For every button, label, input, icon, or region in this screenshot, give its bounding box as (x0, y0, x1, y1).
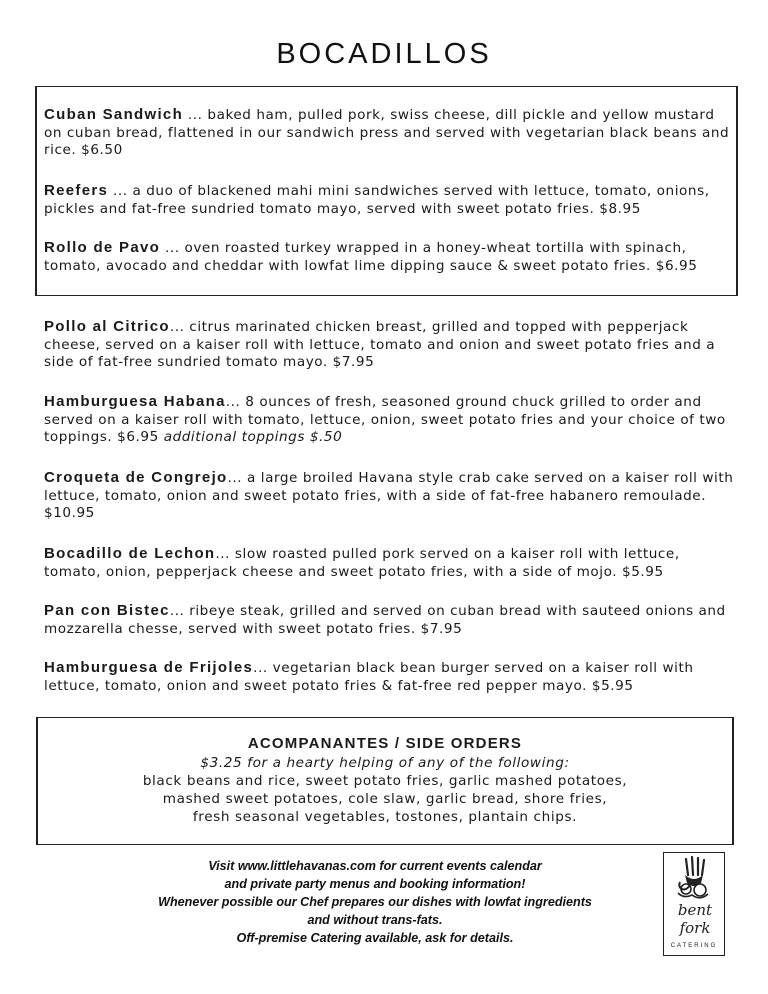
item-name: Rollo de Pavo (44, 239, 161, 256)
side-orders-line: black beans and rice, sweet potato fries, garlic mashed potatoes, (142, 773, 628, 789)
item-name: Croqueta de Congrejo (44, 469, 228, 486)
item-name: Pan con Bistec (44, 602, 170, 619)
item-description: ... a large broiled Havana style crab cake served on a kaiser roll with lettuce, tomato, onion and sweet potato fries, with a side of fat-free habanero remoulade. $10.95 (44, 470, 734, 522)
item-name: Hamburguesa de Frijoles (44, 659, 254, 676)
menu-item-bocadillo-de-lechon (44, 545, 734, 581)
bent-fork-catering-logo (663, 852, 725, 956)
item-name: Pollo al Citrico (44, 318, 170, 335)
item-name: Hamburguesa Habana (44, 393, 226, 410)
item-description: ... ribeye steak, grilled and served on cuban bread with sauteed onions and mozzarella chesse, served with sweet potato fries. $7.95 (44, 603, 726, 637)
side-orders-price: $3.25 for a hearty helping of any of the following: (200, 755, 570, 771)
item-description: ... vegetarian black bean burger served on a kaiser roll with lettuce, tomato, onion and sweet potato fries & fat-free red pepper mayo. $5.95 (44, 660, 694, 694)
item-description: ... a duo of blackened mahi mini sandwiches served with lettuce, tomato, onions, pickles and fat-free sundried tomato mayo, served with sweet potato fries. $8.95 (44, 183, 710, 217)
side-orders-line: mashed sweet potatoes, cole slaw, garlic bread, shore fries, (162, 791, 608, 807)
logo-wordmark-line2: fork (679, 919, 711, 937)
menu-item-pan-con-bistec (44, 602, 734, 638)
menu-item-reefers (44, 182, 734, 218)
side-orders-title: ACOMPANANTES / SIDE ORDERS (247, 735, 523, 752)
footer-line: Off-premise Catering available, ask for details. (236, 931, 514, 945)
item-description: ... oven roasted turkey wrapped in a honey-wheat tortilla with spinach, tomato, avocado and cheddar with lowfat lime dipping sauce & sweet potato fries. $6.95 (44, 240, 698, 274)
item-description: ... baked ham, pulled pork, swiss cheese, dill pickle and yellow mustard on cuban bread, flattened in our sandwich press and served with vegetarian black beans and rice. $6.50 (44, 107, 730, 159)
item-description: ... citrus marinated chicken breast, grilled and topped with pepperjack cheese, served on a kaiser roll with lettuce, tomato and onion and sweet potato fries and a side of fat-free sundried tomato mayo. $7.95 (44, 319, 716, 371)
item-description: ... slow roasted pulled pork served on a kaiser roll with lettuce, tomato, onion, pepperjack cheese and sweet potato fries, with a side of mojo. $5.95 (44, 546, 680, 580)
menu-item-hamburguesa-de-frijoles (44, 659, 734, 695)
side-orders-section (36, 734, 734, 826)
menu-item-hamburguesa-habana (44, 393, 734, 447)
footer-notes (130, 857, 620, 947)
page-title: BOCADILLOS (276, 38, 492, 70)
footer-line: Whenever possible our Chef prepares our dishes with lowfat ingredients (158, 895, 592, 909)
menu-item-rollo-de-pavo (44, 239, 734, 275)
side-orders-line: fresh seasonal vegetables, tostones, plantain chips. (192, 809, 578, 825)
menu-item-cuban-sandwich (44, 106, 734, 160)
fork-icon (664, 853, 726, 957)
item-name: Cuban Sandwich (44, 106, 184, 123)
item-extra-note: additional toppings $.50 (163, 429, 343, 446)
logo-caption: CATERING (670, 943, 718, 949)
footer-line: Visit www.littlehavanas.com for current events calendar (208, 859, 542, 873)
item-name: Bocadillo de Lechon (44, 545, 216, 562)
menu-item-croqueta-de-congrejo (44, 469, 734, 523)
footer-line: and without trans-fats. (307, 913, 443, 927)
menu-item-pollo-al-citrico (44, 318, 734, 372)
item-description: ... 8 ounces of fresh, seasoned ground chuck grilled to order and served on a kaiser roll with tomato, lettuce, onion, sweet potato fries and your choice of two toppings. $6.95 (44, 394, 726, 446)
item-name: Reefers (44, 182, 109, 199)
footer-line: and private party menus and booking information! (224, 877, 526, 891)
logo-wordmark-line1: bent (677, 901, 713, 919)
